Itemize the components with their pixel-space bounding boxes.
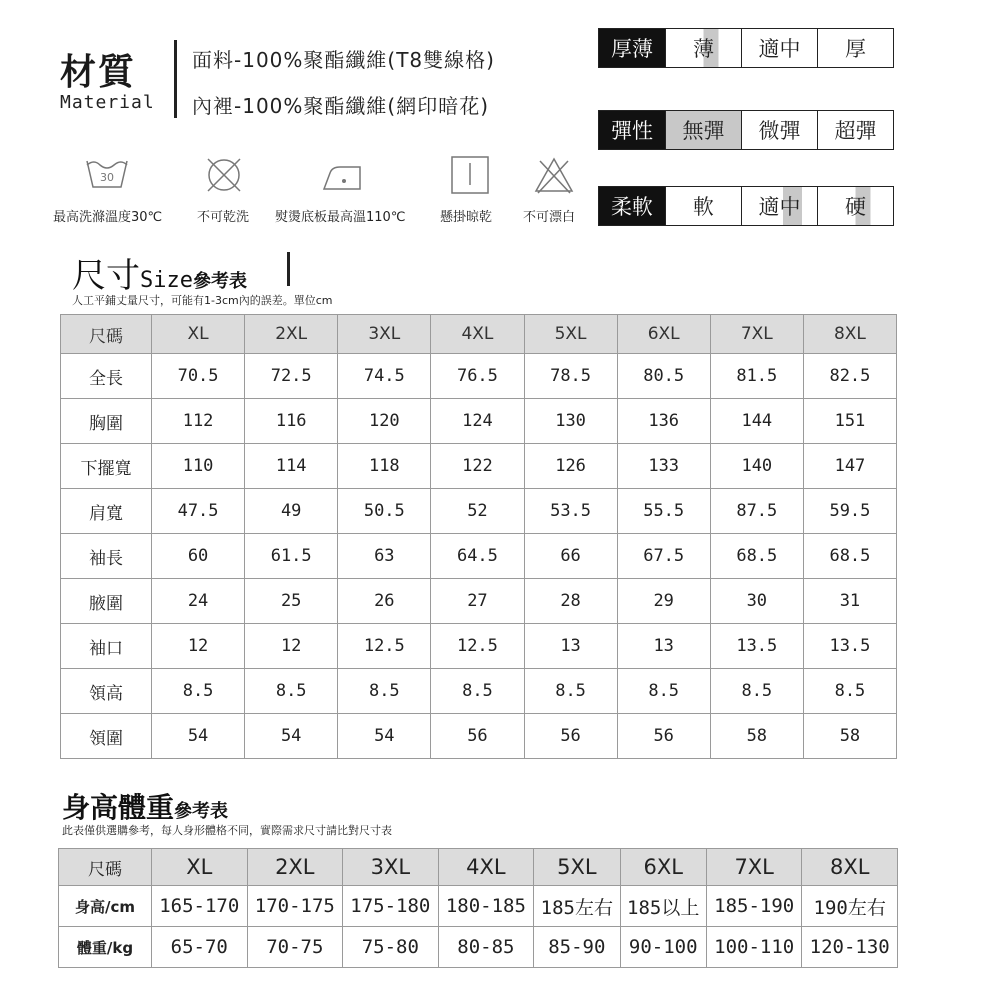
elasticity-option-slight: 微彈 [741,111,817,149]
material-subtitle: Material [60,92,155,113]
table-cell: 8.5 [245,669,338,714]
table-row [61,354,897,399]
table-cell: 28 [524,579,617,624]
table-cell: 13 [524,624,617,669]
row-label: 腋圍 [61,579,152,624]
softness-option-hard: 硬 [817,187,893,225]
table-cell: 12 [245,624,338,669]
table-cell: 8.5 [338,669,431,714]
table-cell: 110 [152,444,245,489]
table-cell: 70-75 [247,927,343,968]
table-cell: 114 [245,444,338,489]
hw-col-7xl: 7XL [706,849,802,886]
table-cell: 54 [338,714,431,759]
softness-label: 柔軟 [599,187,665,225]
table-cell: 8.5 [617,669,710,714]
table-cell: 56 [431,714,524,759]
table-cell: 70.5 [152,354,245,399]
table-cell: 170-175 [247,886,343,927]
size-col-7xl: 7XL [710,315,803,354]
row-label: 胸圍 [61,399,152,444]
size-title-zh: 尺寸 [72,256,140,296]
table-cell: 12.5 [431,624,524,669]
size-col-xl: XL [152,315,245,354]
table-cell: 136 [617,399,710,444]
height-weight-table [58,848,898,968]
table-row [61,624,897,669]
table-cell: 120 [338,399,431,444]
size-table [60,314,897,759]
table-cell: 59.5 [803,489,896,534]
row-label: 袖長 [61,534,152,579]
thickness-rating [598,28,894,68]
hw-col-8xl: 8XL [802,849,898,886]
row-label: 下擺寬 [61,444,152,489]
thickness-option-thin: 薄 [665,29,741,67]
table-cell: 130 [524,399,617,444]
table-cell: 54 [245,714,338,759]
table-cell: 60 [152,534,245,579]
table-cell: 74.5 [338,354,431,399]
height-weight-note: 此表僅供選購參考，每人身形體格不同，實際需求尺寸請比對尺寸表 [62,824,392,837]
table-cell: 54 [152,714,245,759]
softness-option-soft: 軟 [665,187,741,225]
table-cell: 12 [152,624,245,669]
size-col-3xl: 3XL [338,315,431,354]
table-cell: 64.5 [431,534,524,579]
row-label-height: 身高/cm [59,886,152,927]
table-cell: 8.5 [524,669,617,714]
table-cell: 140 [710,444,803,489]
table-cell: 56 [617,714,710,759]
elasticity-option-none: 無彈 [665,111,741,149]
care-label-no-bleach: 不可漂白 [523,210,576,225]
size-chart-title [72,248,247,297]
table-cell: 52 [431,489,524,534]
table-cell: 68.5 [803,534,896,579]
thickness-option-medium: 適中 [741,29,817,67]
hw-title-ref: 參考表 [174,801,229,822]
table-cell: 75-80 [343,927,439,968]
table-cell: 144 [710,399,803,444]
table-cell: 49 [245,489,338,534]
table-cell: 76.5 [431,354,524,399]
table-row [61,489,897,534]
table-cell: 31 [803,579,896,624]
table-cell: 116 [245,399,338,444]
table-cell: 85-90 [534,927,620,968]
table-cell: 185以上 [620,886,706,927]
table-cell: 122 [431,444,524,489]
table-cell: 87.5 [710,489,803,534]
hw-col-3xl: 3XL [343,849,439,886]
size-col-5xl: 5XL [524,315,617,354]
size-title-en: Size [140,268,193,293]
table-cell: 63 [338,534,431,579]
table-cell: 90-100 [620,927,706,968]
height-weight-title [62,786,228,826]
table-cell: 8.5 [431,669,524,714]
table-cell: 12.5 [338,624,431,669]
table-cell: 112 [152,399,245,444]
table-cell: 120-130 [802,927,898,968]
table-cell: 25 [245,579,338,624]
table-cell: 165-170 [152,886,248,927]
table-cell: 55.5 [617,489,710,534]
no-dry-clean-icon [202,155,246,195]
hang-dry-icon [448,155,492,195]
table-cell: 80.5 [617,354,710,399]
softness-rating [598,186,894,226]
table-cell: 13 [617,624,710,669]
fabric-outer: 面料-100%聚酯纖維(T8雙線格) [192,48,495,72]
table-cell: 185左右 [534,886,620,927]
size-col-6xl: 6XL [617,315,710,354]
table-row [61,444,897,489]
table-row [61,714,897,759]
table-cell: 53.5 [524,489,617,534]
table-cell: 190左右 [802,886,898,927]
elasticity-rating [598,110,894,150]
care-label-no-dry-clean: 不可乾洗 [197,210,250,225]
fabric-lining: 內裡-100%聚酯纖維(網印暗花) [192,94,489,118]
table-cell: 72.5 [245,354,338,399]
hw-col-2xl: 2XL [247,849,343,886]
table-row [61,579,897,624]
row-label: 領高 [61,669,152,714]
table-cell: 151 [803,399,896,444]
table-cell: 100-110 [706,927,802,968]
row-label: 全長 [61,354,152,399]
table-cell: 81.5 [710,354,803,399]
table-cell: 78.5 [524,354,617,399]
table-cell: 58 [710,714,803,759]
hw-title-zh: 身高體重 [62,791,175,824]
table-cell: 66 [524,534,617,579]
iron-icon [320,155,364,195]
size-col-8xl: 8XL [803,315,896,354]
table-cell: 29 [617,579,710,624]
table-cell: 175-180 [343,886,439,927]
table-row [59,927,898,968]
size-col-2xl: 2XL [245,315,338,354]
thickness-label: 厚薄 [599,29,665,67]
hw-table-header [59,849,898,886]
thickness-option-thick: 厚 [817,29,893,67]
table-cell: 27 [431,579,524,624]
row-label: 肩寬 [61,489,152,534]
table-cell: 124 [431,399,524,444]
table-cell: 147 [803,444,896,489]
table-cell: 8.5 [803,669,896,714]
elasticity-option-super: 超彈 [817,111,893,149]
table-cell: 58 [803,714,896,759]
table-cell: 8.5 [152,669,245,714]
wash-temp-text: 30 [100,171,114,184]
softness-option-medium: 適中 [741,187,817,225]
care-label-iron: 熨燙底板最高溫110℃ [275,210,406,225]
table-cell: 80-85 [438,927,534,968]
table-cell: 56 [524,714,617,759]
size-title-ref: 參考表 [192,271,247,292]
hw-col-4xl: 4XL [438,849,534,886]
table-cell: 68.5 [710,534,803,579]
table-cell: 126 [524,444,617,489]
size-col-4xl: 4XL [431,315,524,354]
material-title: 材質 [60,52,137,93]
table-row [61,669,897,714]
table-cell: 13.5 [710,624,803,669]
table-cell: 118 [338,444,431,489]
size-title-divider [287,252,290,286]
table-cell: 133 [617,444,710,489]
table-cell: 8.5 [710,669,803,714]
table-cell: 50.5 [338,489,431,534]
elasticity-label: 彈性 [599,111,665,149]
hw-col-6xl: 6XL [620,849,706,886]
size-header-label: 尺碼 [61,315,152,354]
care-label-wash: 最高洗滌溫度30℃ [53,210,163,225]
table-cell: 47.5 [152,489,245,534]
table-row [61,399,897,444]
table-row [61,534,897,579]
table-cell: 180-185 [438,886,534,927]
table-cell: 65-70 [152,927,248,968]
washing-icon [84,155,130,195]
table-cell: 30 [710,579,803,624]
row-label-weight: 體重/kg [59,927,152,968]
hw-col-xl: XL [152,849,248,886]
row-label: 袖口 [61,624,152,669]
table-cell: 13.5 [803,624,896,669]
care-label-hang-dry: 懸掛晾乾 [440,210,493,225]
hw-col-5xl: 5XL [534,849,620,886]
size-table-header [61,315,897,354]
table-cell: 26 [338,579,431,624]
size-chart-note: 人工平鋪丈量尺寸，可能有1-3cm內的誤差。單位cm [72,294,333,307]
table-cell: 67.5 [617,534,710,579]
table-cell: 82.5 [803,354,896,399]
no-bleach-icon [532,155,576,195]
hw-header-label: 尺碼 [59,849,152,886]
table-cell: 61.5 [245,534,338,579]
table-cell: 24 [152,579,245,624]
table-row [59,886,898,927]
table-cell: 185-190 [706,886,802,927]
row-label: 領圍 [61,714,152,759]
material-divider [174,40,177,118]
